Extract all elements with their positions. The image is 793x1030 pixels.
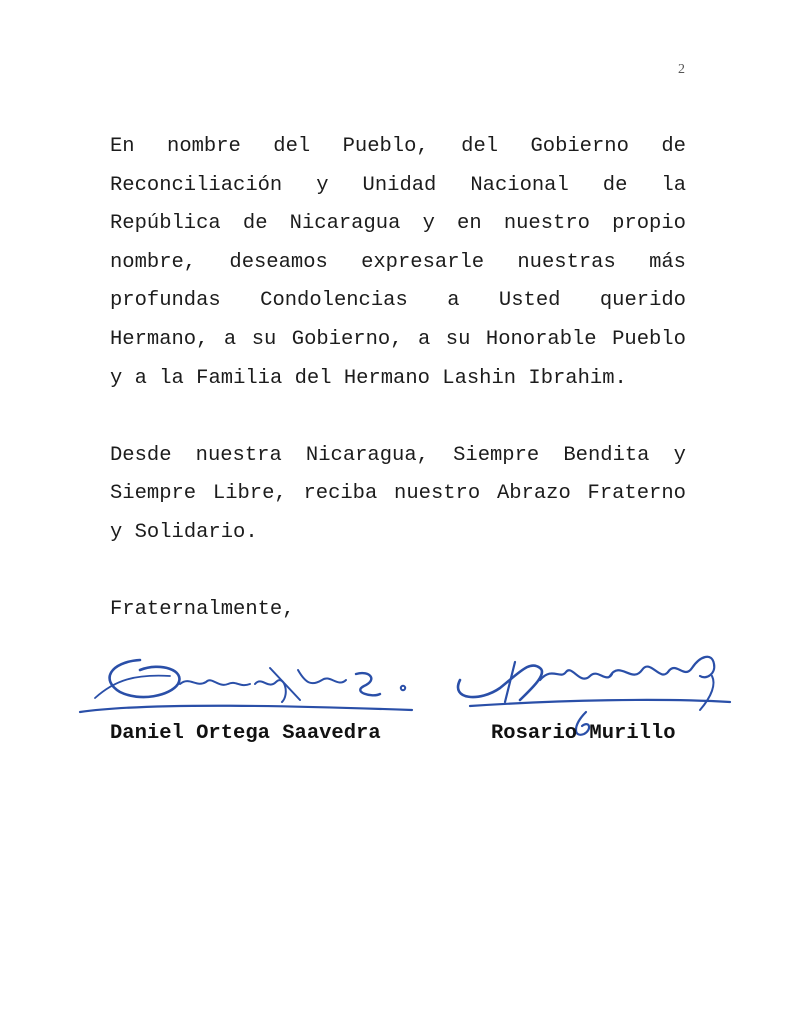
word: Hermano: [343, 366, 430, 390]
word: Siempre: [453, 443, 540, 467]
closing-salutation: Fraternalmente,: [110, 598, 295, 622]
text-line: [110, 244, 686, 283]
word: Solidario.: [134, 520, 258, 544]
word: República: [110, 212, 221, 236]
word: nuestra: [195, 443, 282, 467]
word: Ibrahim.: [528, 366, 627, 390]
signer-name-left: Daniel Ortega Saavedra: [110, 722, 381, 745]
word: Unidad: [362, 173, 437, 197]
word: deseamos: [229, 250, 328, 274]
word: Nicaragua,: [305, 443, 429, 467]
word: y: [422, 212, 435, 236]
word: reciba: [303, 482, 378, 506]
text-line: [110, 360, 686, 399]
word: y: [316, 173, 329, 197]
word: Desde: [110, 443, 172, 467]
word: en: [457, 212, 482, 236]
word: a: [134, 366, 147, 390]
text-line: [110, 437, 686, 476]
word: Siempre: [110, 482, 197, 506]
text-line: [110, 128, 686, 167]
text-line: [110, 282, 686, 321]
word: y: [673, 443, 686, 467]
word: su: [445, 327, 471, 351]
letter-body: [110, 128, 686, 630]
word: expresarle: [361, 250, 485, 274]
word: Pueblo: [612, 327, 686, 351]
word: Bendita: [563, 443, 650, 467]
text-line: [110, 167, 686, 206]
word: Reconciliación: [110, 173, 283, 197]
signature-daniel-ortega: [80, 660, 412, 712]
word: de: [602, 173, 628, 197]
word: Nacional: [470, 173, 569, 197]
word: y: [110, 520, 123, 544]
word: Gobierno: [530, 135, 629, 158]
word: Pueblo,: [342, 135, 429, 158]
word: Libre,: [212, 482, 287, 506]
word: Familia: [196, 366, 283, 390]
word: a: [418, 327, 431, 351]
word: Nicaragua: [289, 212, 401, 236]
page-number: 2: [678, 62, 685, 77]
word: más: [649, 250, 686, 274]
text-line: [110, 205, 686, 244]
word: querido: [599, 289, 686, 313]
word: a: [223, 327, 237, 351]
word: En: [110, 135, 135, 158]
text-line: [110, 514, 686, 553]
word: nuestro: [394, 482, 481, 506]
word: propio: [612, 212, 686, 236]
paragraph-container: [110, 128, 686, 553]
word: Fraterno: [587, 482, 686, 506]
word: de: [661, 135, 686, 158]
word: nombre,: [110, 250, 197, 274]
word: del: [294, 366, 332, 390]
word: Honorable: [485, 327, 597, 351]
word: de: [242, 212, 268, 236]
word: del: [273, 135, 311, 158]
word: Lashin: [442, 366, 517, 390]
word: Usted: [498, 289, 561, 313]
word: a: [447, 289, 460, 313]
word: nuestras: [517, 250, 616, 274]
word: la: [661, 173, 686, 197]
word: Hermano,: [110, 327, 209, 351]
word: Abrazo: [496, 482, 571, 506]
word: del: [461, 135, 499, 158]
signature-block: [0, 640, 793, 750]
signer-name-right: Rosario Murillo: [491, 722, 676, 745]
word: la: [159, 366, 184, 390]
word: profundas: [110, 289, 221, 313]
word: su: [251, 327, 277, 351]
word: nuestro: [503, 212, 590, 236]
text-line: [110, 475, 686, 514]
word: y: [110, 366, 123, 390]
paragraph: [110, 437, 686, 553]
word: nombre: [167, 135, 241, 158]
paragraph: [110, 128, 686, 398]
word: Condolencias: [260, 289, 408, 313]
word: Gobierno,: [291, 327, 403, 351]
text-line: [110, 321, 686, 360]
